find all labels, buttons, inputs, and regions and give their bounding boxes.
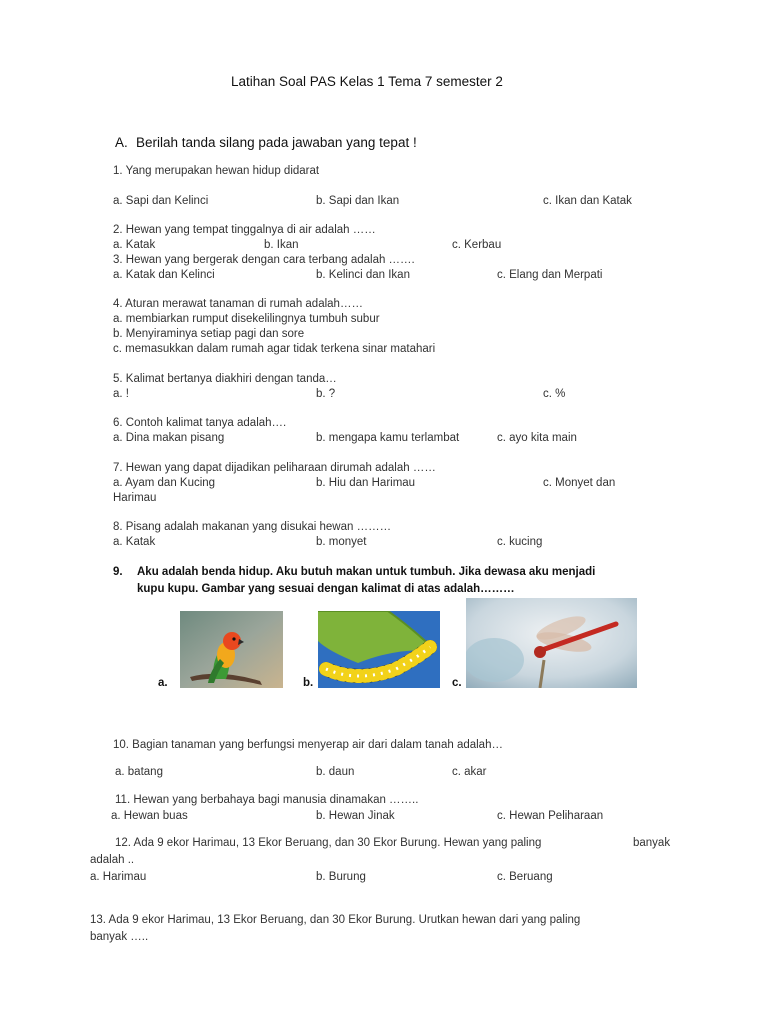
q1-option-b[interactable]: b. Sapi dan Ikan	[316, 195, 400, 207]
q5-option-c[interactable]: c. %	[543, 388, 566, 400]
question-10: 10. Bagian tanaman yang berfungsi menyerap air dari dalam tanah adalah…	[113, 739, 503, 751]
q4-option-b[interactable]: b. Menyiraminya setiap pagi dan sore	[113, 328, 305, 340]
section-letter: A.	[115, 135, 128, 150]
q6-option-a[interactable]: a. Dina makan pisang	[113, 432, 225, 444]
q3-option-a[interactable]: a. Katak dan Kelinci	[113, 269, 215, 281]
q12-option-c[interactable]: c. Beruang	[497, 871, 553, 883]
q10-option-b[interactable]: b. daun	[316, 766, 355, 778]
section-instruction: Berilah tanda silang pada jawaban yang tepat !	[136, 135, 417, 150]
q12-option-a[interactable]: a. Harimau	[90, 871, 147, 883]
q7-option-b[interactable]: b. Hiu dan Harimau	[316, 477, 416, 489]
q5-option-b[interactable]: b. ?	[316, 388, 336, 400]
question-3: 3. Hewan yang bergerak dengan cara terbang adalah …….	[113, 254, 415, 266]
q2-option-a[interactable]: a. Katak	[113, 239, 156, 251]
q2-option-b[interactable]: b. Ikan	[264, 239, 299, 251]
q7-option-a[interactable]: a. Ayam dan Kucing	[113, 477, 216, 489]
page-title: Latihan Soal PAS Kelas 1 Tema 7 semester 2	[231, 74, 503, 89]
q6-option-c[interactable]: c. ayo kita main	[497, 432, 577, 444]
question-9-line-2: kupu kupu. Gambar yang sesuai dengan kalimat di atas adalah………	[137, 583, 515, 595]
q10-option-c[interactable]: c. akar	[452, 766, 487, 778]
q3-option-c[interactable]: c. Elang dan Merpati	[497, 269, 603, 281]
q8-option-b[interactable]: b. monyet	[316, 536, 367, 548]
q8-option-c[interactable]: c. kucing	[497, 536, 543, 548]
question-12-line-1b: banyak	[633, 837, 671, 849]
question-1: 1. Yang merupakan hewan hidup didarat	[113, 165, 320, 177]
question-8: 8. Pisang adalah makanan yang disukai hewan ………	[113, 521, 392, 533]
q11-option-a[interactable]: a. Hewan buas	[111, 810, 188, 822]
q11-option-b[interactable]: b. Hewan Jinak	[316, 810, 395, 822]
question-2: 2. Hewan yang tempat tinggalnya di air adalah ……	[113, 224, 376, 236]
q7-option-c-continued: Harimau	[113, 492, 157, 504]
question-13-line-1: 13. Ada 9 ekor Harimau, 13 Ekor Beruang, dan 30 Ekor Burung. Urutkan hewan dari yang paling	[90, 914, 581, 926]
question-11: 11. Hewan yang berbahaya bagi manusia dinamakan ……..	[115, 794, 419, 806]
q2-option-c[interactable]: c. Kerbau	[452, 239, 502, 251]
q4-option-a[interactable]: a. membiarkan rumput disekelilingnya tumbuh subur	[113, 313, 380, 325]
q8-option-a[interactable]: a. Katak	[113, 536, 156, 548]
q7-option-c[interactable]: c. Monyet dan	[543, 477, 616, 489]
q6-option-b[interactable]: b. mengapa kamu terlambat	[316, 432, 460, 444]
dragonfly-image[interactable]	[466, 598, 637, 688]
q9-option-b[interactable]: b.	[303, 677, 314, 689]
question-12-line-1: 12. Ada 9 ekor Harimau, 13 Ekor Beruang, dan 30 Ekor Burung. Hewan yang paling	[115, 837, 542, 849]
q10-option-a[interactable]: a. batang	[115, 766, 163, 778]
q9-option-c[interactable]: c.	[452, 677, 462, 689]
question-13-line-2: banyak …..	[90, 931, 149, 943]
question-7: 7. Hewan yang dapat dijadikan peliharaan dirumah adalah ……	[113, 462, 436, 474]
q4-option-c[interactable]: c. memasukkan dalam rumah agar tidak terkena sinar matahari	[113, 343, 436, 355]
question-9-number: 9.	[113, 566, 123, 578]
q11-option-c[interactable]: c. Hewan Peliharaan	[497, 810, 604, 822]
question-9-line-1: Aku adalah benda hidup. Aku butuh makan untuk tumbuh. Jika dewasa aku menjadi	[137, 566, 596, 578]
q1-option-c[interactable]: c. Ikan dan Katak	[543, 195, 632, 207]
caterpillar-image[interactable]	[318, 611, 440, 688]
q1-option-a[interactable]: a. Sapi dan Kelinci	[113, 195, 209, 207]
question-4: 4. Aturan merawat tanaman di rumah adalah……	[113, 298, 363, 310]
parrot-image[interactable]	[180, 611, 283, 688]
question-5: 5. Kalimat bertanya diakhiri dengan tanda…	[113, 373, 337, 385]
question-12-line-2: adalah ..	[90, 854, 135, 866]
q9-option-a[interactable]: a.	[158, 677, 168, 689]
q3-option-b[interactable]: b. Kelinci dan Ikan	[316, 269, 410, 281]
question-6: 6. Contoh kalimat tanya adalah….	[113, 417, 287, 429]
q5-option-a[interactable]: a. !	[113, 388, 129, 400]
q12-option-b[interactable]: b. Burung	[316, 871, 366, 883]
